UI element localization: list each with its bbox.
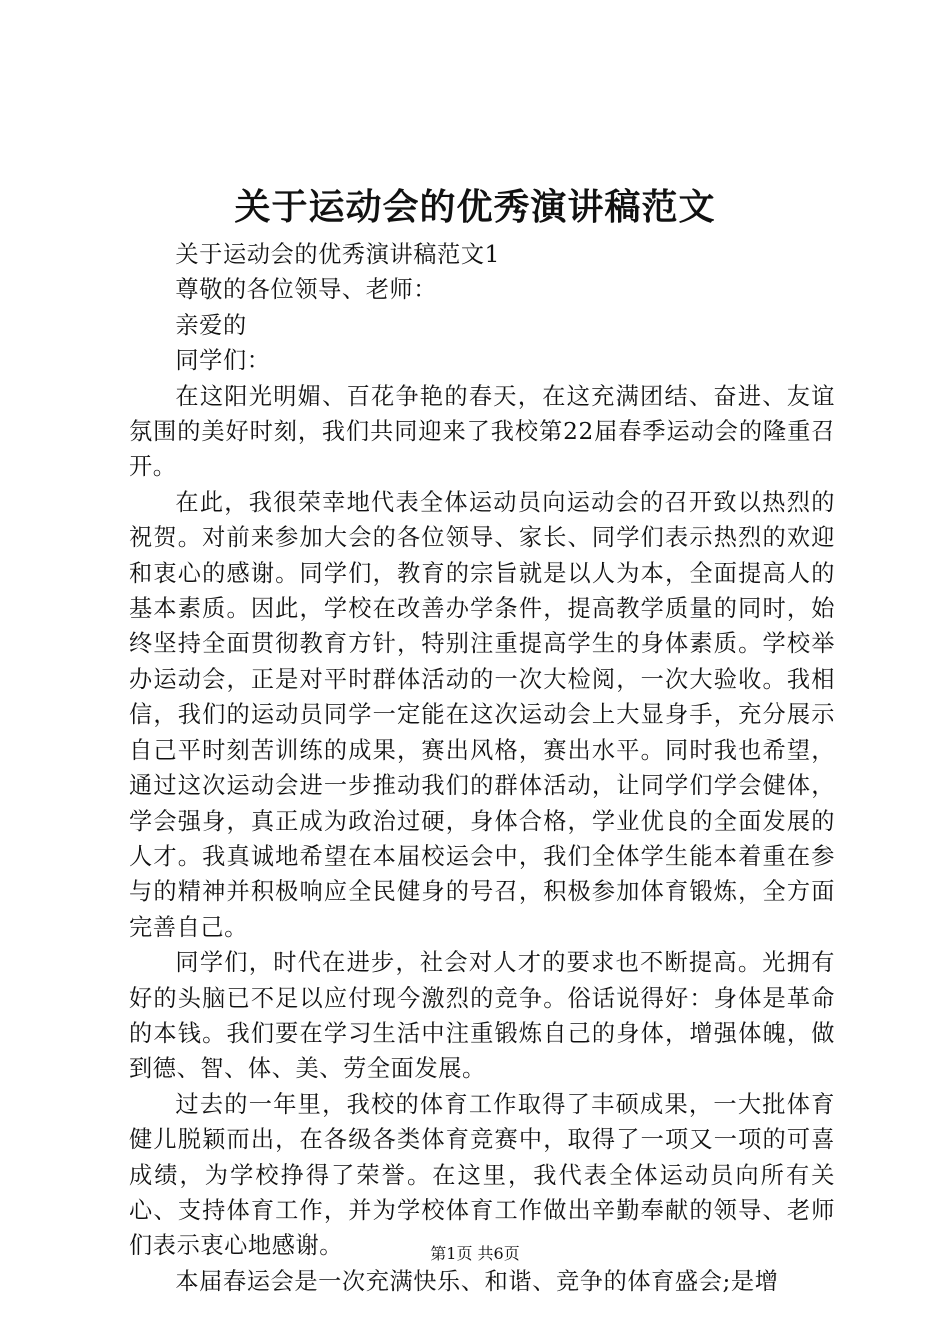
page-number-footer: 第1页 共6页 bbox=[430, 1244, 520, 1263]
paragraph-spring-games: 本届春运会是一次充满快乐、和谐、竞争的体育盛会;是增 bbox=[175, 1267, 779, 1295]
paragraph-salutation-leaders: 尊敬的各位领导、老师： bbox=[175, 276, 438, 304]
paragraph-heading: 关于运动会的优秀演讲稿范文1 bbox=[175, 241, 500, 268]
document-body bbox=[129, 237, 835, 1299]
paragraph-opening: 在这阳光明媚、百花争艳的春天，在这充满团结、奋进、友谊氛围的美好时刻，我们共同迎来了我校第22届春季运动会的隆重召开。 bbox=[129, 382, 835, 481]
paragraph-salutation-students: 同学们： bbox=[175, 347, 271, 375]
paragraph-salutation-dear: 亲爱的 bbox=[175, 311, 247, 339]
paragraph-past-year: 过去的一年里，我校的体育工作取得了丰硕成果，一大批体育健儿脱颖而出，在各级各类体育竞赛中，取得了一项又一项的可喜成绩，为学校挣得了荣誉。在这里，我代表全体运动员向所有关心、支持体育工作，并为学校体育工作做出辛勤奉献的领导、老师们表示衷心地感谢。 bbox=[129, 1090, 835, 1260]
paragraph-times: 同学们，时代在进步，社会对人才的要求也不断提高。光拥有好的头脑已不足以应付现今激烈的竞争。俗话说得好：身体是革命的本钱。我们要在学习生活中注重锻炼自己的身体，增强体魄，做到德、智、体、美、劳全面发展。 bbox=[129, 949, 835, 1083]
document-title: 关于运动会的优秀演讲稿范文 bbox=[234, 186, 716, 228]
paragraph-congratulations: 在此，我很荣幸地代表全体运动员向运动会的召开致以热烈的祝贺。对前来参加大会的各位领导、家长、同学们表示热烈的欢迎和衷心的感谢。同学们，教育的宗旨就是以人为本，全面提高人的基本素质。因此，学校在改善办学条件，提高教学质量的同时，始终坚持全面贯彻教育方针，特别注重提高学生的身体素质。学校举办运动会，正是对平时群体活动的一次大检阅，一次大验收。我相信，我们的运动员同学一定能在这次运动会上大显身手，充分展示自己平时刻苦训练的成果，赛出风格，赛出水平。同时我也希望，通过这次运动会进一步推动我们的群体活动，让同学们学会健体，学会强身，真正成为政治过硬，身体合格，学业优良的全面发展的人才。我真诚地希望在本届校运会中，我们全体学生能本着重在参与的精神并积极响应全民健身的号召，积极参加体育锻炼，全方面完善自己。 bbox=[129, 488, 835, 941]
